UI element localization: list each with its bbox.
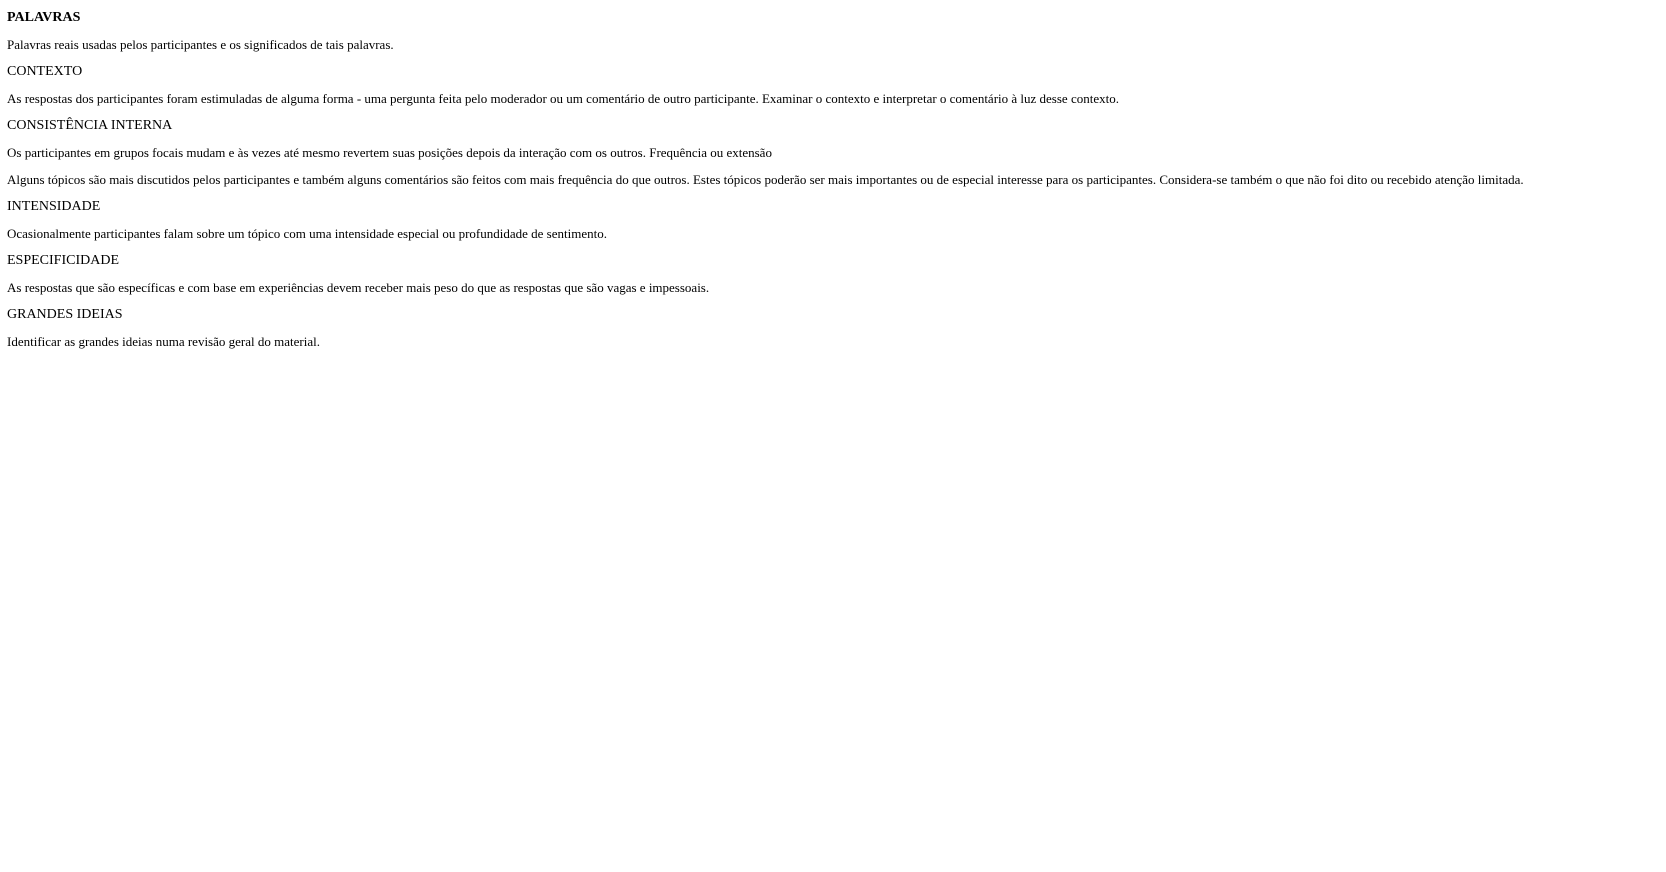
- heading-palavras: PALAVRAS: [7, 10, 81, 25]
- text-contexto: As respostas dos participantes foram estimuladas de alguma forma - uma pergunta feita pelo moderador ou um comentário de outro participante. Examinar o contexto e interpretar o comentário à luz desse contexto.: [7, 91, 1119, 106]
- text-frequencia-extensao: Alguns tópicos são mais discutidos pelos participantes e também alguns comentários são feitos com mais frequência do que outros. Estes tópicos poderão ser mais importantes ou de especial interesse para os participantes. Considera-se também o que não foi dito ou recebido atenção limitada.: [7, 172, 1524, 187]
- heading-consistencia-interna: CONSISTÊNCIA INTERNA: [7, 118, 173, 133]
- heading-intensidade: INTENSIDADE: [7, 199, 101, 214]
- document-body: [0, 0, 1659, 360]
- text-consistencia-interna: Os participantes em grupos focais mudam e às vezes até mesmo revertem suas posições depois da interação com os outros. Frequência ou extensão: [7, 145, 772, 160]
- heading-especificidade: ESPECIFICIDADE: [7, 253, 120, 268]
- text-grandes-ideias: Identificar as grandes ideias numa revisão geral do material.: [7, 334, 320, 349]
- text-intensidade: Ocasionalmente participantes falam sobre um tópico com uma intensidade especial ou profundidade de sentimento.: [7, 226, 607, 241]
- heading-contexto: CONTEXTO: [7, 64, 83, 79]
- heading-grandes-ideias: GRANDES IDEIAS: [7, 307, 123, 322]
- text-especificidade: As respostas que são específicas e com base em experiências devem receber mais peso do que as respostas que são vagas e impessoais.: [7, 280, 710, 295]
- text-palavras: Palavras reais usadas pelos participantes e os significados de tais palavras.: [7, 37, 394, 52]
